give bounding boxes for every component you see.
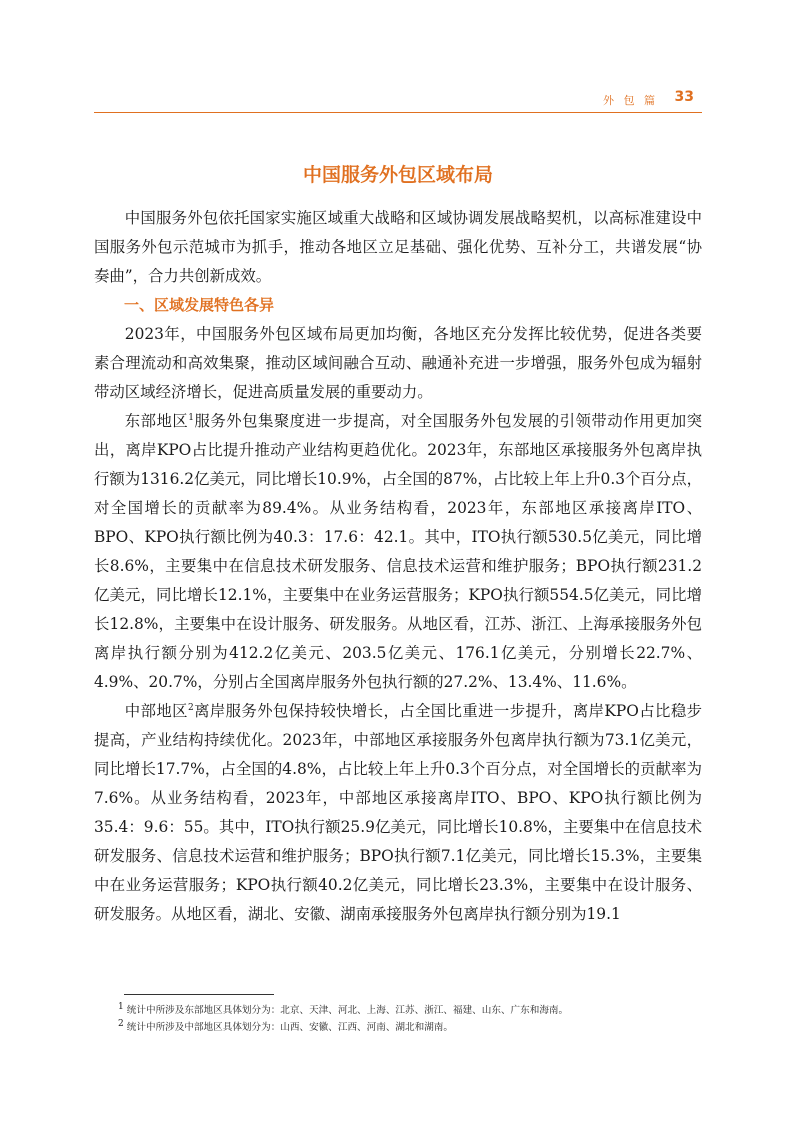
footnote-2 — [118, 1019, 698, 1036]
central-lead: 中部地区 — [124, 702, 188, 720]
intro-paragraph: 中国服务外包依托国家实施区域重大战略和区域协调发展战略契机，以高标准建设中国服务外包示范城市为抓手，推动各地区立足基础、强化优势、互补分工，共谱发展“协奏曲”，合力共创新成效。 — [94, 209, 702, 285]
footnote-1-text: 统计中所涉及东部地区具体划分为：北京、天津、河北、上海、江苏、浙江、福建、山东、广东和海南。 — [126, 1005, 569, 1016]
paragraph-central-region — [94, 697, 702, 929]
footnote-mark-2: 2 — [118, 1018, 124, 1029]
page-title: 中国服务外包区域布局 — [302, 164, 493, 186]
header-section-name: 外 包 篇 — [603, 94, 658, 107]
footnote-mark-1: 1 — [118, 1001, 124, 1012]
body-text — [94, 204, 702, 929]
footnote-ref-2[interactable]: 2 — [187, 702, 194, 713]
eastern-text: 服务外包集聚度进一步提高，对全国服务外包发展的引领带动作用更加突出，离岸KPO占比提升推动产业结构更趋优化。2023年，东部地区承接服务外包离岸执行额为1316.2亿美元，同比增长10.9%，占全国的87%，占比较上年上升0.3个百分点，对全国增长的贡献率为89.4%。从业务结构看，2023年，东部地区承接离岸ITO、BPO、KPO执行额比例为40.3：17.6：42.1。其中，ITO执行额530.5亿美元，同比增长8.6%，主要集中在信息技术研发服务、信息技术运营和维护服务；BPO执行额231.2亿美元，同比增长12.1%，主要集中在业务运营服务；KPO执行额554.5亿美元，同比增长12.8%，主要集中在设计服务、研发服务。从地区看，江苏、浙江、上海承接服务外包离岸执行额分别为412.2亿美元、203.5亿美元、176.1亿美元，分别增长22.7%、4.9%、20.7%，分别占全国离岸服务外包执行额的27.2%、13.4%、11.6%。 — [94, 412, 702, 691]
footnote-divider — [124, 994, 274, 995]
eastern-lead: 东部地区 — [124, 412, 189, 430]
footnote-2-text: 统计中所涉及中部地区具体划分为：山西、安徽、江西、河南、湖北和湖南。 — [126, 1022, 453, 1033]
footnote-ref-1[interactable]: 1 — [188, 412, 195, 423]
page-number: 33 — [674, 89, 694, 105]
paragraph-eastern-region — [94, 407, 702, 697]
footnote-1 — [118, 1002, 698, 1019]
paragraph-overview: 2023年，中国服务外包区域布局更加均衡，各地区充分发挥比较优势，促进各类要素合理流动和高效集聚，推动区域间融合互动、融通补充进一步增强，服务外包成为辐射带动区域经济增长，促进高质量发展的重要动力。 — [94, 325, 702, 401]
central-text: 离岸服务外包保持较快增长，占全国比重进一步提升，离岸KPO占比稳步提高，产业结构持续优化。2023年，中部地区承接服务外包离岸执行额为73.1亿美元，同比增长17.7%，占全国的4.8%，占比较上年上升0.3个百分点，对全国增长的贡献率为7.6%。从业务结构看，2023年，中部地区承接离岸ITO、BPO、KPO执行额比例为35.4：9.6：55。其中，ITO执行额25.9亿美元，同比增长10.8%，主要集中在信息技术研发服务、信息技术运营和维护服务；BPO执行额7.1亿美元，同比增长15.3%，主要集中在业务运营服务；KPO执行额40.2亿美元，同比增长23.3%，主要集中在设计服务、研发服务。从地区看，湖北、安徽、湖南承接服务外包离岸执行额分别为19.1 — [94, 702, 702, 923]
footnotes — [118, 1002, 698, 1036]
running-header — [94, 88, 702, 113]
section-heading: 一、区域发展特色各异 — [124, 296, 275, 314]
